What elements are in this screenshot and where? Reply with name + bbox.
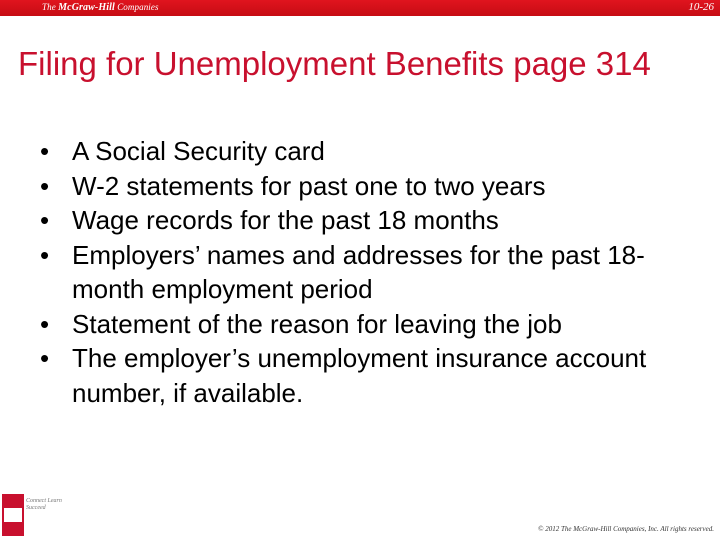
bullet-item bbox=[40, 203, 700, 238]
logo-tagline: Connect Learn Succeed bbox=[26, 498, 62, 511]
publisher-suffix: Companies bbox=[117, 2, 159, 12]
bullet-text: The employer’s unemployment insurance account number, if available. bbox=[72, 343, 647, 408]
bullet-text: A Social Security card bbox=[72, 136, 325, 166]
bullet-icon: • bbox=[40, 136, 50, 166]
mh-logo-icon bbox=[2, 494, 24, 536]
bullet-text: Employers’ names and addresses for the past 18-month employment period bbox=[72, 239, 645, 304]
bullet-icon: • bbox=[40, 343, 50, 373]
publisher-prefix: The bbox=[42, 2, 56, 12]
bullet-icon: • bbox=[40, 239, 50, 270]
bullet-list bbox=[40, 134, 700, 410]
mcgraw-hill-logo bbox=[2, 494, 62, 538]
header-bar bbox=[0, 0, 720, 16]
bullet-icon: • bbox=[40, 205, 50, 235]
bullet-item bbox=[40, 307, 700, 342]
copyright-notice: © 2012 The McGraw-Hill Companies, Inc. All rights reserved. bbox=[538, 525, 714, 533]
bullet-text: Wage records for the past 18 months bbox=[72, 205, 499, 235]
slide-title: Filing for Unemployment Benefits page 314 bbox=[18, 45, 651, 82]
bullet-text: Statement of the reason for leaving the job bbox=[72, 308, 562, 339]
bullet-item bbox=[40, 134, 700, 169]
bullet-item bbox=[40, 169, 700, 204]
bullet-item bbox=[40, 341, 700, 410]
publisher-logo-text bbox=[42, 2, 159, 13]
bullet-icon: • bbox=[40, 308, 50, 339]
bullet-icon: • bbox=[40, 170, 50, 201]
bullet-text: W-2 statements for past one to two years bbox=[72, 170, 546, 201]
publisher-name: McGraw-Hill bbox=[58, 2, 115, 13]
slide-number: 10-26 bbox=[688, 1, 714, 13]
bullet-item bbox=[40, 238, 700, 307]
